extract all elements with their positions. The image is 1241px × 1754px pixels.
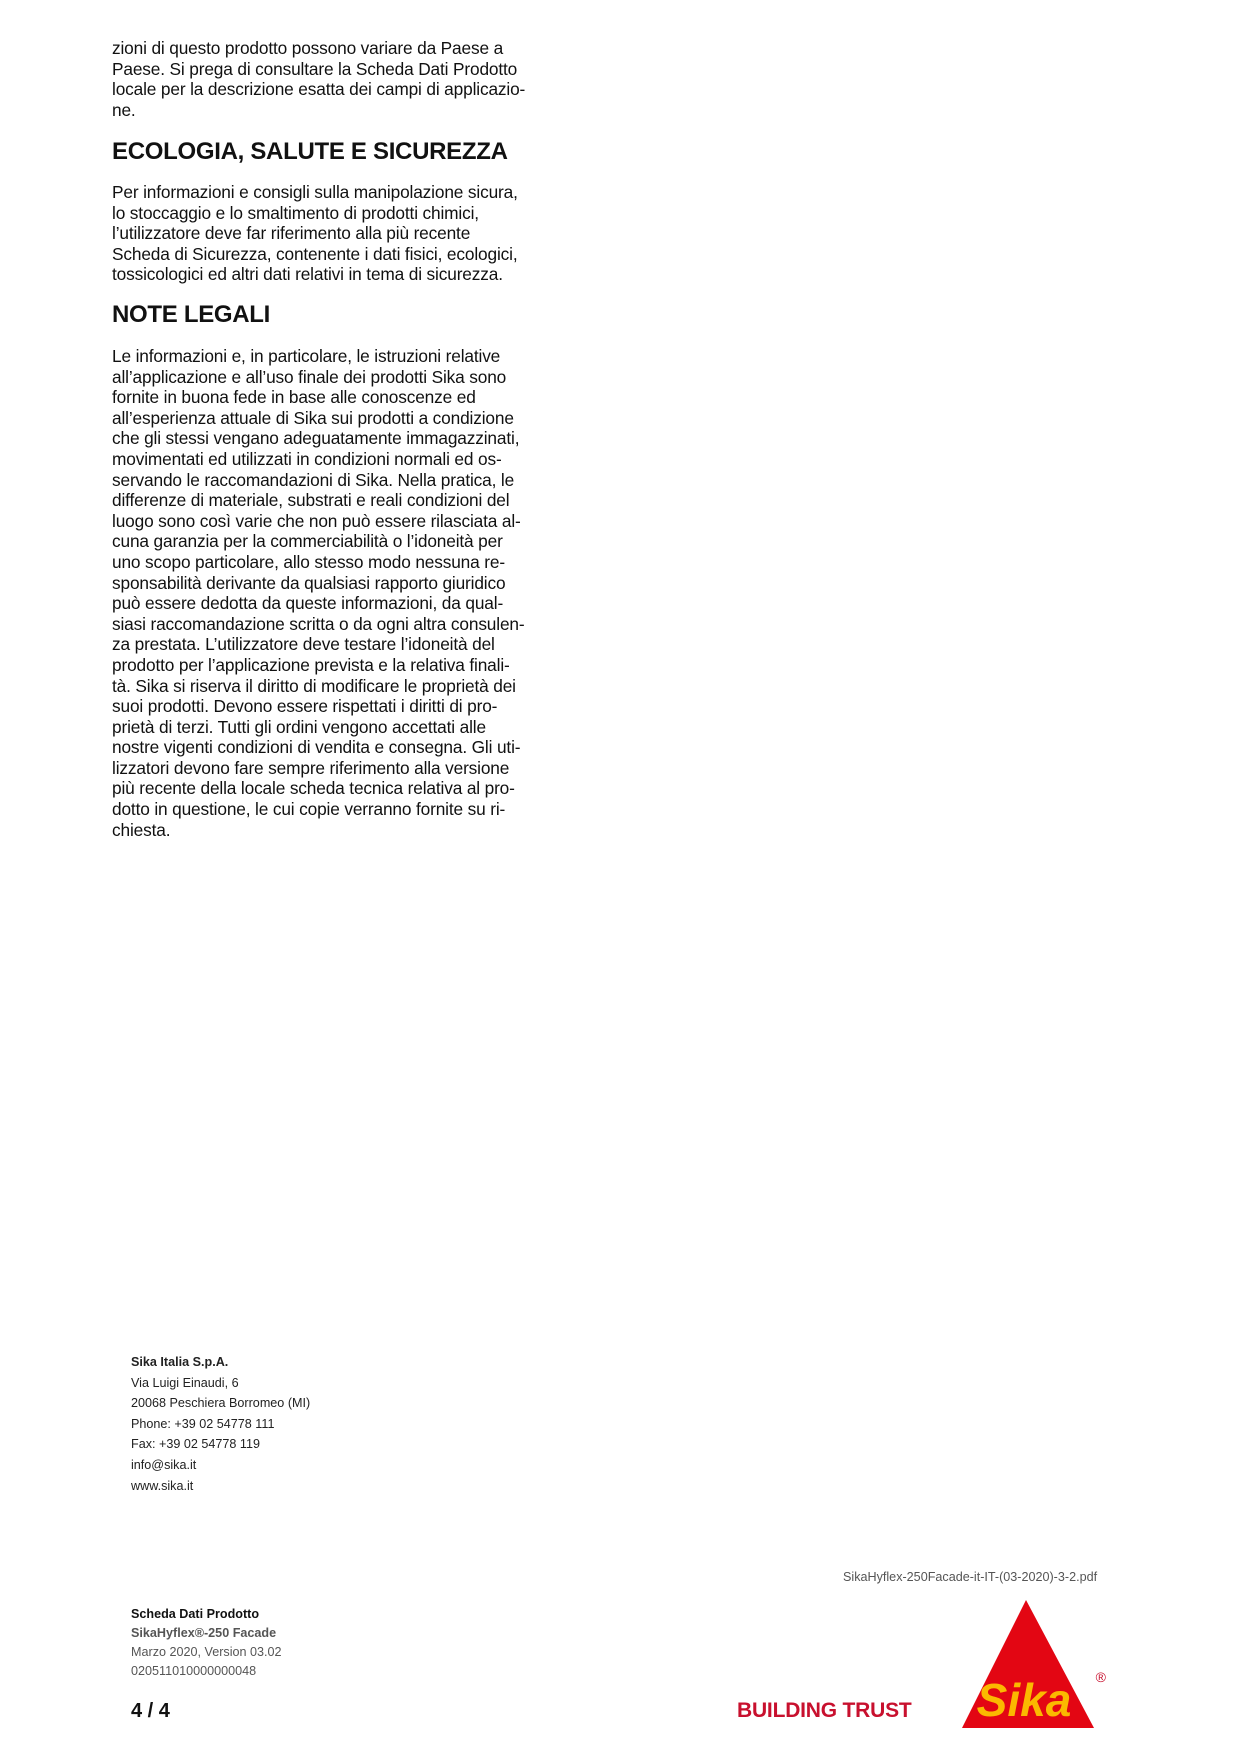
text-line: dotto in questione, le cui copie verranno fornite su ri- (112, 799, 506, 820)
text-line: ne. (112, 99, 136, 120)
text-line: movimentati ed utilizzati in condizioni normali ed os- (112, 448, 502, 469)
doc-type: Scheda Dati Prodotto (131, 1607, 260, 1621)
company-address (131, 1352, 310, 1496)
address-website: www.sika.it (131, 1478, 194, 1493)
text-line: zioni di questo prodotto possono variare da Paese a (112, 38, 504, 58)
text-line: all’applicazione e all’uso finale dei prodotti Sika sono (112, 366, 507, 387)
text-line: lizzatori devono fare sempre riferimento alla versione (112, 757, 510, 778)
sika-logo-icon (960, 1598, 1110, 1733)
date-version: Marzo 2020, Version 03.02 (131, 1645, 282, 1659)
text-line: chiesta. (112, 819, 171, 840)
text-line: fornite in buona fede in base alle conoscenze ed (112, 387, 476, 408)
sika-logo-text: Sika (976, 1674, 1072, 1726)
product-code: 020511010000000048 (131, 1664, 257, 1678)
text-line: differenze di materiale, substrati e reali condizioni del (112, 490, 510, 511)
company-name: Sika Italia S.p.A. (131, 1355, 229, 1369)
text-line: cuna garanzia per la commerciabilità o l’idoneità per (112, 531, 503, 552)
text-line: l’utilizzatore deve far riferimento alla più recente (112, 223, 471, 244)
text-line: prodotto per l’applicazione prevista e la relativa finali- (112, 654, 510, 675)
text-line: servando le raccomandazioni di Sika. Nella pratica, le (112, 469, 515, 490)
address-city: 20068 Peschiera Borromeo (MI) (131, 1396, 311, 1411)
address-fax: Fax: +39 02 54778 119 (131, 1437, 260, 1452)
section-paragraph (112, 346, 592, 840)
address-email: info@sika.it (131, 1457, 197, 1472)
text-line: luogo sono così varie che non può essere rilasciata al- (112, 510, 521, 531)
text-line: suoi prodotti. Devono essere rispettati i diritti di pro- (112, 696, 498, 717)
product-name: SikaHyflex®-250 Facade (131, 1626, 277, 1640)
page-number: 4 / 4 (131, 1700, 170, 1722)
text-line: uno scopo particolare, allo stesso modo nessuna re- (112, 551, 505, 572)
document-metadata (131, 1605, 282, 1681)
text-line: tà. Sika si riserva il diritto di modificare le proprietà dei (112, 675, 516, 696)
text-line: nostre vigenti condizioni di vendita e consegna. Gli uti- (112, 737, 521, 758)
section-ecologia-body (112, 182, 592, 285)
building-trust-tagline: BUILDING TRUST (737, 1699, 912, 1722)
section-heading: ECOLOGIA, SALUTE E SICUREZZA (112, 138, 508, 165)
text-line: siasi raccomandazione scritta o da ogni altra consulen- (112, 613, 525, 634)
text-line: Paese. Si prega di consultare la Scheda Dati Prodotto (112, 58, 518, 79)
intro-paragraph-block (112, 38, 592, 120)
text-line: Per informazioni e consigli sulla manipolazione sicura, (112, 182, 518, 202)
section-note-legali-body (112, 346, 592, 840)
text-line: tossicologici ed altri dati relativi in tema di sicurezza. (112, 264, 503, 285)
text-line: può essere dedotta da queste informazioni, da qual- (112, 593, 504, 614)
text-line: che gli stessi vengano adeguatamente immagazzinati, (112, 428, 520, 449)
text-line: locale per la descrizione esatta dei campi di applicazio- (112, 79, 526, 100)
section-heading: NOTE LEGALI (112, 301, 271, 328)
address-phone: Phone: +39 02 54778 111 (131, 1416, 275, 1431)
text-line: all’esperienza attuale di Sika sui prodotti a condizione (112, 407, 514, 428)
text-line: lo stoccaggio e lo smaltimento di prodotti chimici, (112, 202, 479, 223)
pdf-filename: SikaHyflex-250Facade-it-IT-(03-2020)-3-2.pdf (843, 1570, 1098, 1584)
text-line: za prestata. L’utilizzatore deve testare l’idoneità del (112, 634, 495, 655)
address-street: Via Luigi Einaudi, 6 (131, 1375, 239, 1390)
section-paragraph (112, 182, 592, 285)
text-line: più recente della locale scheda tecnica relativa al pro- (112, 778, 515, 799)
section-ecologia (112, 138, 592, 166)
text-line: Scheda di Sicurezza, contenente i dati fisici, ecologici, (112, 243, 518, 264)
text-line: prietà di terzi. Tutti gli ordini vengono accettati alle (112, 716, 486, 737)
intro-paragraph (112, 38, 592, 120)
section-note-legali (112, 301, 592, 329)
text-line: Le informazioni e, in particolare, le istruzioni relative (112, 346, 501, 366)
registered-mark: ® (1095, 1669, 1106, 1685)
text-line: sponsabilità derivante da qualsiasi rapporto giuridico (112, 572, 506, 593)
